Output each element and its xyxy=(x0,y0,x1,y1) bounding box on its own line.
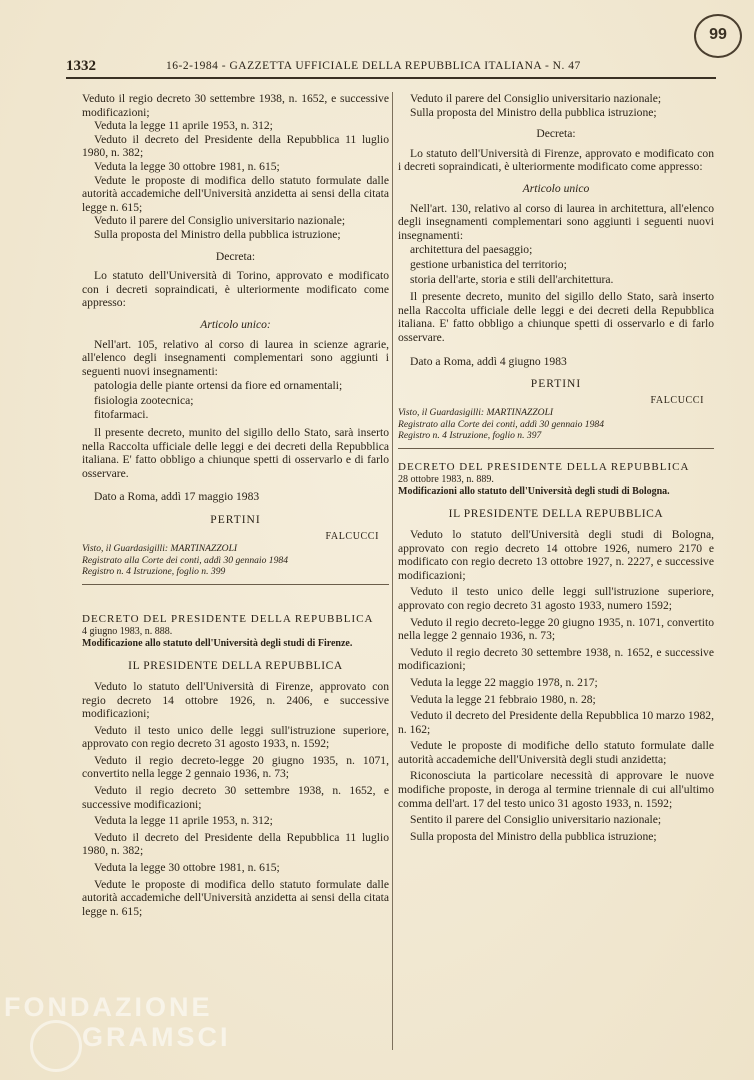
decree-paragraph: Veduto il decreto del Presidente della Repubblica 10 marzo 1982, n. 162; xyxy=(398,709,714,736)
decree-paragraph: Vedute le proposte di modifiche dello statuto formulate dalle autorità accademiche dell'Università degli studi anzidetta; xyxy=(398,739,714,766)
list-item: fisiologia zootecnica; xyxy=(94,393,194,407)
decree-heading: DECRETO DEL PRESIDENTE DELLA REPUBBLICA xyxy=(398,460,690,473)
decree-paragraph: Veduta la legge 11 aprile 1953, n. 312; xyxy=(94,814,273,828)
decree-paragraph: Veduta la legge 21 febbraio 1980, n. 28; xyxy=(410,692,596,706)
decree-paragraph: Veduto il regio decreto-legge 20 giugno 1935, n. 1071, convertito nella legge 2 gennaio 1936, n. 73; xyxy=(82,753,389,781)
decree-paragraph: Veduto il decreto del Presidente della Repubblica 11 luglio 1980, n. 382; xyxy=(82,830,389,858)
premise-paragraph: Veduto il parere del Consiglio universitario nazionale; xyxy=(94,214,346,228)
president-heading: IL PRESIDENTE DELLA REPUBBLICA xyxy=(448,508,664,521)
list-item: fitofarmaci. xyxy=(94,408,149,422)
list-item: gestione urbanistica del territorio; xyxy=(410,257,567,271)
closing-paragraph: Il presente decreto, munito del sigillo dello Stato, sarà inserto nella Raccolta ufficiale delle leggi e dei decreti della Repubblica italiana. E' fatto obbligo a chiunque spetti di osservarlo e di farlo osservare. xyxy=(82,426,389,480)
signature-president: PERTINI xyxy=(210,514,261,527)
decree-title: Modificazioni allo statuto dell'Università degli studi di Bologna. xyxy=(398,486,670,498)
decreta-heading: Decreta: xyxy=(215,249,256,263)
visto-line: Registro n. 4 Istruzione, foglio n. 397 xyxy=(398,430,542,442)
decree-body xyxy=(398,528,714,843)
decree-paragraph: Riconosciuta la particolare necessità di approvare le nuove modifiche proposte, in deroga al termine triennale di cui all'ultimo comma dell'art. 17 del testo unico 31 agosto 1933, n. 1592; xyxy=(398,769,714,810)
decreta-heading: Decreta: xyxy=(536,127,576,141)
list-item: architettura del paesaggio; xyxy=(410,243,533,257)
left-column xyxy=(82,92,389,918)
premise-paragraph: Veduto il regio decreto 30 settembre 1938, n. 1652, e successive modificazioni; xyxy=(82,92,389,119)
premise-paragraph: Veduta la legge 11 aprile 1953, n. 312; xyxy=(94,119,273,133)
articolo-heading: Articolo unico: xyxy=(200,317,271,331)
decree-body xyxy=(82,680,389,919)
signature-minister: FALCUCCI xyxy=(325,530,379,542)
archive-stamp: 99 xyxy=(694,14,742,58)
article-text: Nell'art. 130, relativo al corso di laurea in architettura, all'elenco degli insegnamenti complementari sono aggiunti i seguenti nuovi insegnamenti: xyxy=(398,201,714,242)
decree-date: 4 giugno 1983, n. 888. xyxy=(82,626,173,638)
premise-paragraph: Sulla proposta del Ministro della pubblica istruzione; xyxy=(410,105,657,119)
statuto-paragraph: Lo statuto dell'Università di Torino, approvato e modificato con i decreti sopraindicati, è ulteriormente modificato come appresso: xyxy=(82,269,389,310)
header-rule xyxy=(66,77,716,79)
decree-paragraph: Sentito il parere del Consiglio universitario nazionale; xyxy=(410,813,662,827)
right-column xyxy=(398,92,714,843)
president-heading: IL PRESIDENTE DELLA REPUBBLICA xyxy=(128,660,343,673)
premise-paragraph: Vedute le proposte di modifica dello statuto formulate dalle autorità accademiche dell'Università anzidetta ai sensi della citata legge n. 615; xyxy=(82,173,389,214)
premise-paragraph: Veduta la legge 30 ottobre 1981, n. 615; xyxy=(94,159,280,173)
decree-title: Modificazione allo statuto dell'Università degli studi di Firenze. xyxy=(82,638,353,650)
decree-paragraph: Vedute le proposte di modifica dello statuto formulate dalle autorità accademiche dell'Università anzidetta ai sensi della citata legge n. 615; xyxy=(82,877,389,918)
decree-paragraph: Veduto il regio decreto-legge 20 giugno 1935, n. 1071, convertito nella legge 2 gennaio 1936, n. 73; xyxy=(398,615,714,643)
articolo-heading: Articolo unico xyxy=(522,181,590,195)
decree-paragraph: Veduto il regio decreto 30 settembre 1938, n. 1652, e successive modificazioni; xyxy=(82,784,389,811)
decree-paragraph: Veduto il testo unico delle leggi sull'istruzione superiore, approvato con regio decreto 31 agosto 1933, numero 1592; xyxy=(398,585,714,612)
visto-line: Registro n. 4 Istruzione, foglio n. 399 xyxy=(82,566,226,578)
visto-line: Registrato alla Corte dei conti, addì 30 gennaio 1984 xyxy=(82,554,288,566)
watermark xyxy=(4,992,231,1052)
decree-paragraph: Veduto il testo unico delle leggi sull'istruzione superiore, approvato con regio decreto 31 agosto 1933, n. 1592; xyxy=(82,723,389,751)
decree-paragraph: Veduto lo statuto dell'Università degli studi di Bologna, approvato con regio decreto 14 ottobre 1926, numero 2170 e modificato con regio decreto 13 ottobre 1927, n. 2227, e successive modificazioni; xyxy=(398,527,714,582)
decree-date: 28 ottobre 1983, n. 889. xyxy=(398,474,494,486)
list-item: storia dell'arte, storia e stili dell'architettura. xyxy=(410,272,614,286)
running-title: 16-2-1984 - GAZZETTA UFFICIALE DELLA REPUBBLICA ITALIANA - N. 47 xyxy=(166,60,581,72)
premise-paragraph: Veduto il parere del Consiglio universitario nazionale; xyxy=(410,92,662,105)
premise-paragraph: Veduto il decreto del Presidente della Repubblica 11 luglio 1980, n. 382; xyxy=(82,132,389,160)
list-item: patologia delle piante ortensi da fiore ed ornamentali; xyxy=(94,379,343,393)
section-separator xyxy=(398,448,714,449)
section-separator xyxy=(82,584,389,585)
watermark-line: FONDAZIONE xyxy=(4,992,213,1022)
decree-heading: DECRETO DEL PRESIDENTE DELLA REPUBBLICA xyxy=(82,612,374,625)
decree-paragraph: Sulla proposta del Ministro della pubblica istruzione; xyxy=(410,829,657,843)
signature-president: PERTINI xyxy=(530,378,582,391)
decree-paragraph: Veduto il regio decreto 30 settembre 1938, n. 1652, e successive modificazioni; xyxy=(398,645,714,673)
visto-line: Visto, il Guardasigilli: MARTINAZZOLI xyxy=(398,407,554,419)
article-text: Nell'art. 105, relativo al corso di laurea in scienze agrarie, all'elenco degli insegnamenti complementari sono aggiunti i seguenti nuovi insegnamenti: xyxy=(82,337,389,378)
closing-paragraph: Il presente decreto, munito del sigillo dello Stato, sarà inserto nella Raccolta ufficiale delle leggi e dei decreti della Repubblica italiana. E' fatto obbligo a chiunque spetti di osservarlo e di farlo osservare. xyxy=(398,290,714,344)
signature-minister: FALCUCCI xyxy=(650,394,704,406)
decree-paragraph: Veduta la legge 22 maggio 1978, n. 217; xyxy=(410,675,598,689)
decree-paragraph: Veduta la legge 30 ottobre 1981, n. 615; xyxy=(94,861,280,875)
decree-paragraph: Veduto lo statuto dell'Università di Firenze, approvato con regio decreto 14 ottobre 1926, n. 2406, e successive modificazioni; xyxy=(82,679,389,721)
statuto-paragraph: Lo statuto dell'Università di Firenze, approvato e modificato con i decreti sopraindicati, è ulteriormente modificato come appresso: xyxy=(398,146,714,174)
date-line: Dato a Roma, addì 17 maggio 1983 xyxy=(94,490,260,504)
page-number: 1332 xyxy=(66,58,96,74)
premise-paragraph: Sulla proposta del Ministro della pubblica istruzione; xyxy=(94,227,341,241)
visto-line: Visto, il Guardasigilli: MARTINAZZOLI xyxy=(82,543,238,555)
date-line: Dato a Roma, addì 4 giugno 1983 xyxy=(410,354,567,368)
visto-line: Registrato alla Corte dei conti, addì 30 gennaio 1984 xyxy=(398,418,604,430)
column-divider xyxy=(392,92,393,1050)
watermark-line: GRAMSCI xyxy=(82,1022,231,1052)
